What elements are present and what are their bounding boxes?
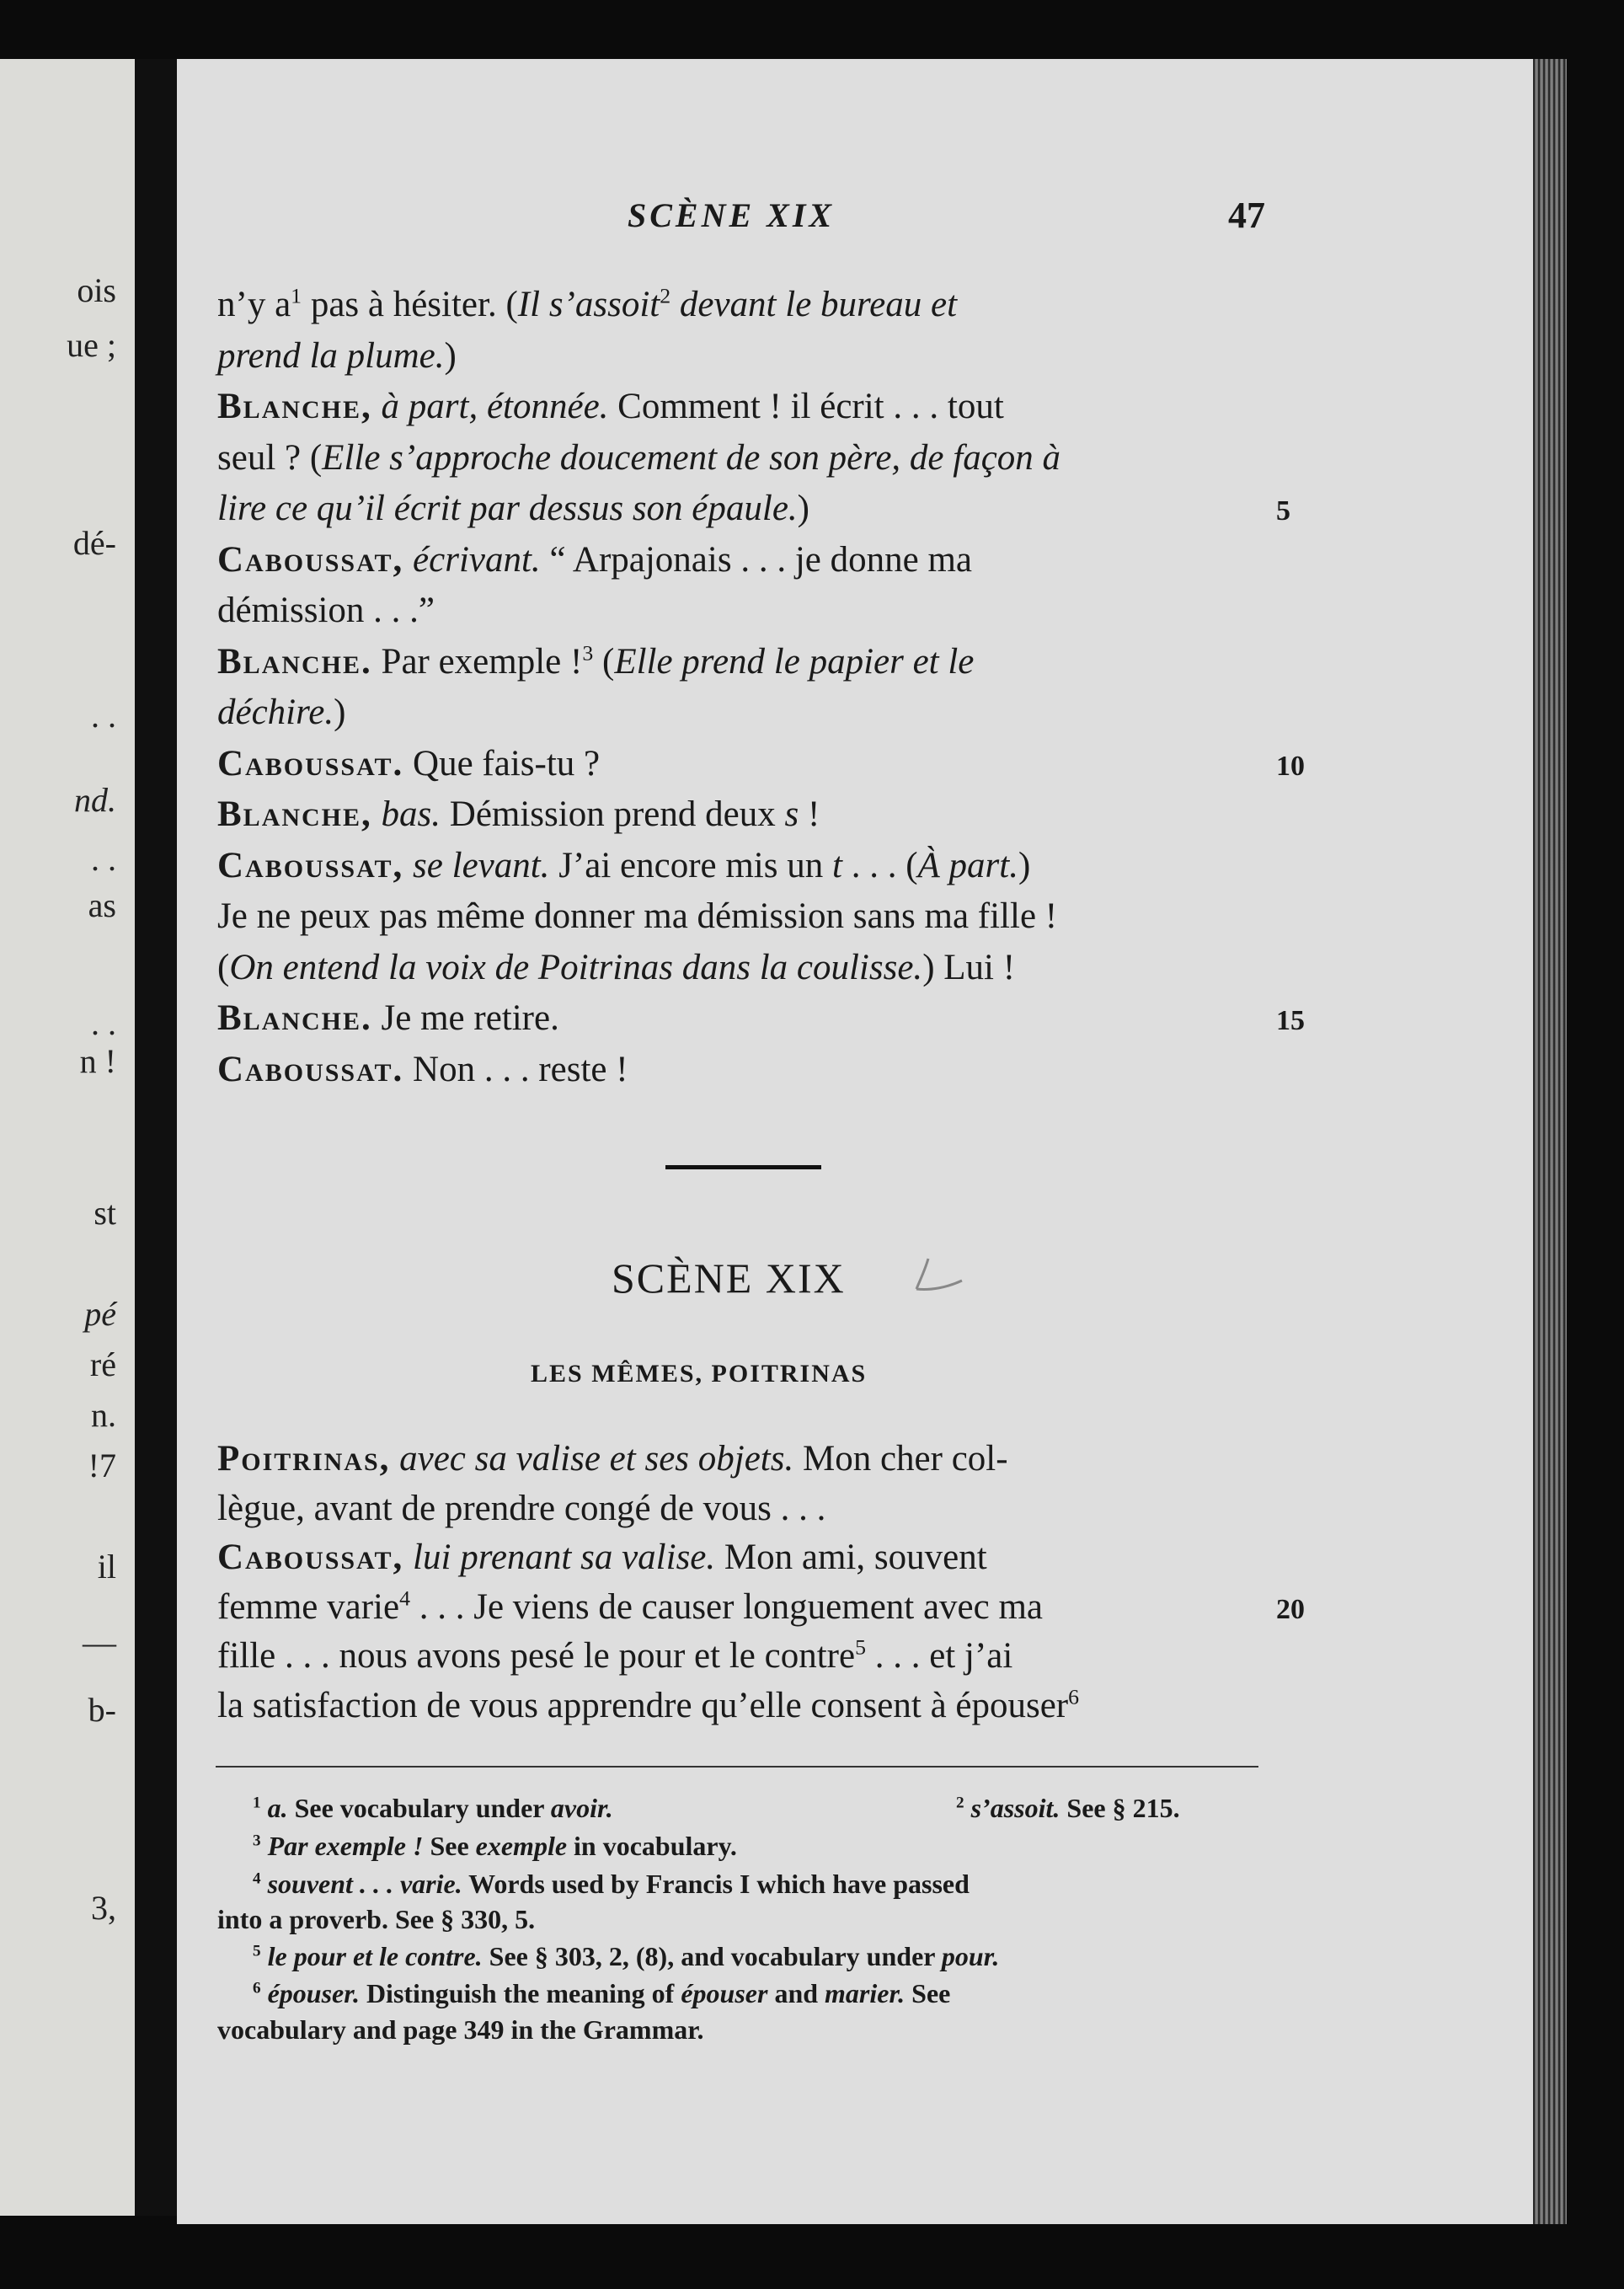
text-line: prend la plume.) <box>217 335 457 376</box>
text-line: Caboussat, se levant. J’ai encore mis un t . . . (À part.) <box>217 845 1031 885</box>
left-page-fragment: pé <box>84 1295 116 1333</box>
left-page-fragment: il <box>97 1548 116 1586</box>
left-page-fragment: dé- <box>72 524 116 562</box>
text-line: déchire.) <box>217 693 346 732</box>
footnote-line: $^5$ le pour et le contre. See § 303, 2, (8), and vocabulary under pour. <box>253 1941 1000 1971</box>
left-page-fragment: . . <box>91 697 116 735</box>
line-number: 15 <box>1276 1005 1305 1036</box>
left-page-fragment: nd. <box>74 781 116 819</box>
text-line: Caboussat. Non . . . reste ! <box>217 1049 628 1089</box>
page-number: 47 <box>1228 195 1265 236</box>
left-page-fragment: st <box>93 1194 116 1232</box>
line-number: 5 <box>1276 495 1290 527</box>
text-line: Blanche. Je me retire. <box>217 998 559 1038</box>
text-line: femme varie$^4$ . . . Je viens de causer longuement avec ma <box>217 1586 1044 1627</box>
left-page-fragment: . . <box>91 1004 116 1042</box>
footnote-line: vocabulary and page 349 in the Grammar. <box>217 2014 704 2045</box>
left-page-fragment: . . <box>91 840 116 878</box>
text-line: Poitrinas, avec sa valise et ses objets. Mon cher col- <box>217 1439 1008 1479</box>
scene-title: SCÈNE XIX <box>612 1254 846 1302</box>
text-line: Blanche. Par exemple !$^3$ (Elle prend le papier et le <box>217 640 975 682</box>
text-line: Blanche, bas. Démission prend deux s ! <box>217 794 820 834</box>
text-line: seul ? (Elle s’approche doucement de son père, de façon à <box>217 437 1061 478</box>
page-edge <box>1533 59 1567 2224</box>
left-page-fragment: ue ; <box>67 326 116 364</box>
left-page-fragment: n ! <box>79 1042 116 1080</box>
pencil-mark-icon <box>910 1255 969 1297</box>
footnote-line: $^3$ Par exemple ! See exemple in vocabulary. <box>253 1831 737 1861</box>
scene-cast: LES MÊMES, POITRINAS <box>531 1360 868 1388</box>
text-line: Caboussat. Que fais-tu ? <box>217 743 601 784</box>
line-number: 20 <box>1276 1593 1305 1625</box>
footnote-rule <box>216 1766 1258 1768</box>
footnote-line: $^6$ épouser. Distinguish the meaning of épouser and marier. See <box>253 1978 951 2008</box>
text-line: (On entend la voix de Poitrinas dans la coulisse.) Lui ! <box>217 947 1016 987</box>
left-page-fragment: — <box>83 1623 116 1661</box>
left-facing-page <box>0 59 135 2216</box>
text-line: Je ne peux pas même donner ma démission sans ma fille ! <box>217 896 1058 936</box>
left-page-fragment: !7 <box>88 1447 116 1484</box>
book-gutter <box>135 59 177 2216</box>
text-line: n’y $a^1$ pas à hésiter. (Il s’assoit$^2$ devant le bureau et <box>217 283 958 324</box>
left-page-fragment: b- <box>88 1691 116 1729</box>
scene-divider-rule <box>665 1165 821 1169</box>
text-line: lègue, avant de prendre congé de vous . . . <box>217 1488 826 1528</box>
left-page-fragment: n. <box>91 1396 116 1434</box>
text-line: la satisfaction de vous apprendre qu’elle consent à épouser$^6$ <box>217 1684 1080 1725</box>
text-line: Blanche, à part, étonnée. Comment ! il écrit . . . tout <box>217 387 1004 426</box>
running-head-title: SCÈNE XIX <box>628 196 836 234</box>
text-line: lire ce qu’il écrit par dessus son épaule.) <box>217 489 809 528</box>
line-number: 10 <box>1276 750 1305 782</box>
footnote-line: $^2$ s’assoit. See § 215. <box>956 1793 1180 1823</box>
text-line: Caboussat, écrivant. “ Arpajonais . . . je donne ma <box>217 539 972 580</box>
footnote-line: $^4$ souvent . . . varie. Words used by Francis I which have passed <box>253 1869 970 1899</box>
text-line: fille . . . nous avons pesé le pour et le contre$^5$ . . . et j’ai <box>217 1634 1013 1676</box>
left-page-fragment: as <box>88 886 116 924</box>
left-page-fragment: 3, <box>91 1889 116 1927</box>
book-page <box>177 59 1533 2224</box>
footnote-line: into a proverb. See § 330, 5. <box>217 1904 536 1934</box>
left-page-fragment: ré <box>89 1345 116 1383</box>
text-line: Caboussat, lui prenant sa valise. Mon ami, souvent <box>217 1538 987 1577</box>
footnote-line: $^1$ a. See vocabulary under avoir. <box>253 1793 613 1823</box>
text-line: démission . . .” <box>217 591 435 630</box>
left-page-fragment: ois <box>77 271 116 309</box>
